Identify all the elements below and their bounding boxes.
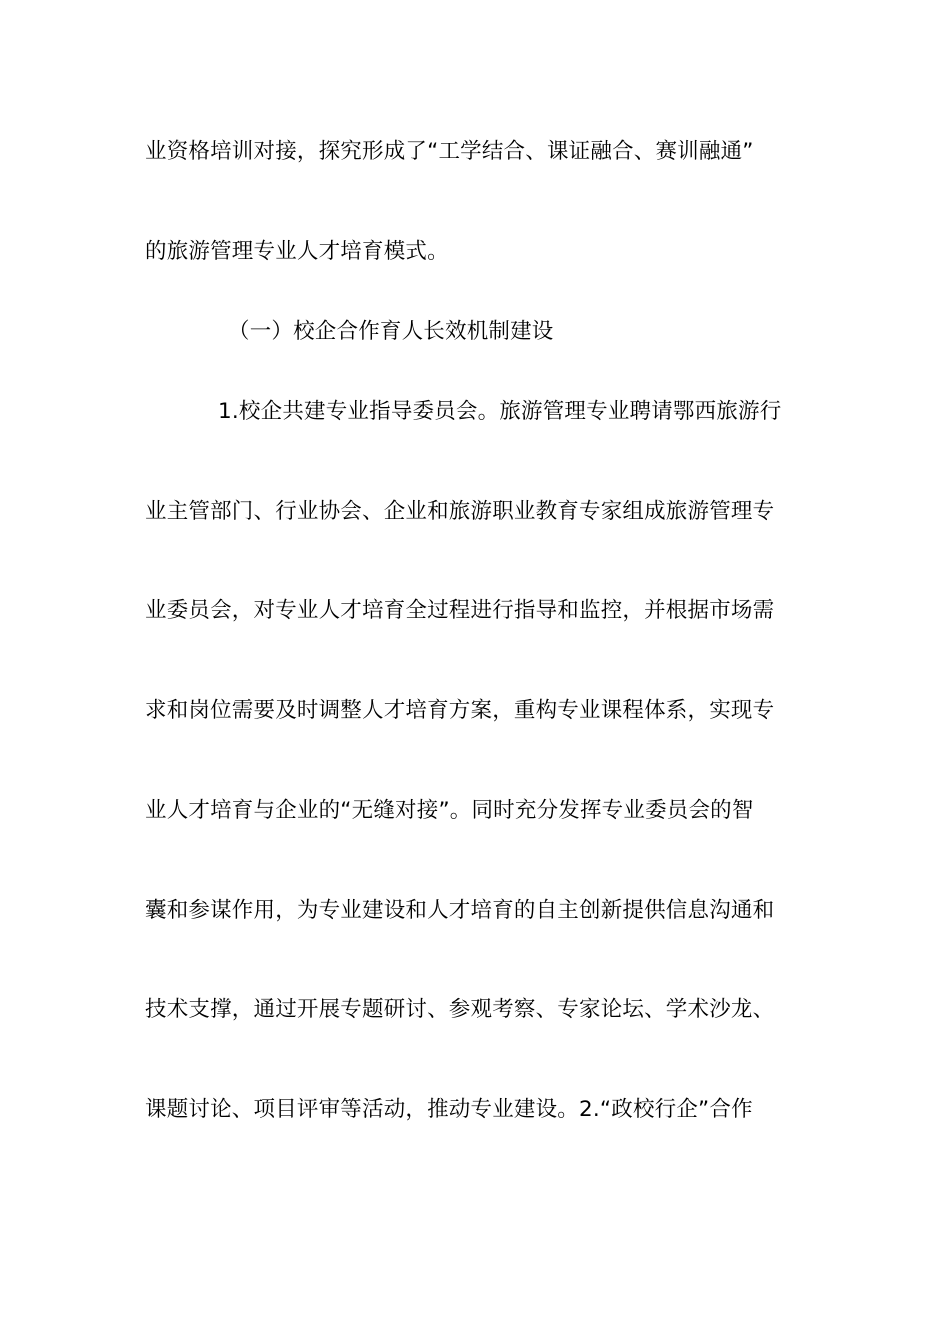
body-text-line: 业人才培育与企业的“无缝对接”。同时充分发挥专业委员会的智 [145, 798, 754, 823]
body-text-line: 技术支撑，通过开展专题研讨、参观考察、专家论坛、学术沙龙、 [145, 997, 775, 1022]
body-text-line: 求和岗位需要及时调整人才培育方案，重构专业课程体系，实现专 [145, 698, 775, 723]
body-text-line: 课题讨论、项目评审等活动，推动专业建设。2.“政校行企”合作 [145, 1097, 753, 1122]
body-text-line: 业主管部门、行业协会、企业和旅游职业教育专家组成旅游管理专 [145, 499, 775, 524]
section-heading: （一）校企合作育人长效机制建设 [228, 319, 554, 344]
body-text-line: 囊和参谋作用，为专业建设和人才培育的自主创新提供信息沟通和 [145, 898, 775, 923]
body-text-line: 业委员会，对专业人才培育全过程进行指导和监控，并根据市场需 [145, 598, 775, 623]
body-text-line: 的旅游管理专业人才培育模式。 [145, 239, 449, 264]
body-text-line: 业资格培训对接，探究形成了“工学结合、课证融合、赛训融通” [145, 139, 754, 164]
paragraph-first-line: 1.校企共建专业指导委员会。旅游管理专业聘请鄂西旅游行 [218, 399, 782, 424]
